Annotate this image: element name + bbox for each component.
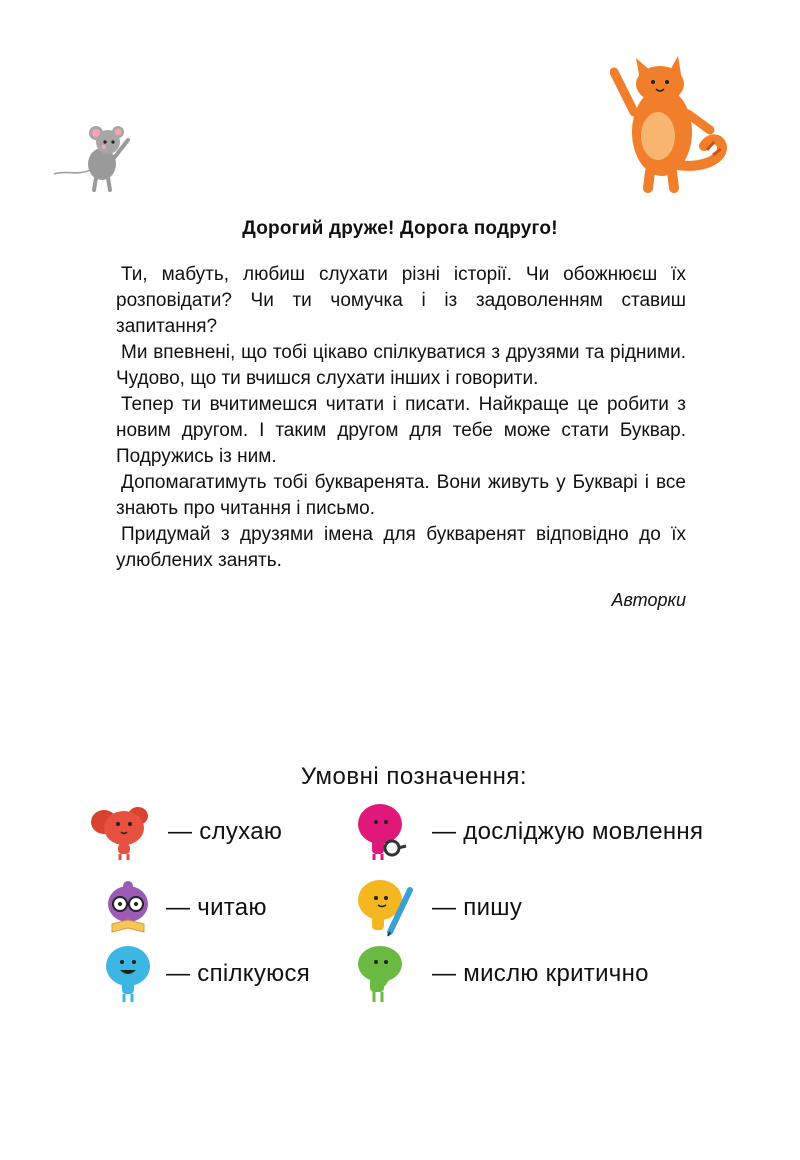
red-character-listen-icon [88,802,154,862]
paragraph: Ти, мабуть, любиш слухати різні історії. Чи обожнюєш їх розповідати? Чи ти чомучка і із задоволенням ставиш запитання? [116,264,686,337]
paragraph: Ми впевнені, що тобі цікаво спілкуватися з друзями та рідними. Чудово, що ти вчишся слухати інших і говорити. [116,342,686,389]
signature: Авторки [611,590,686,610]
legend-label: — мислю критично [432,960,649,987]
legend-title: Умовні позначення: [300,763,528,790]
blue-character-talk-icon [98,944,164,1004]
green-character-think-icon [352,944,418,1004]
magenta-character-magnifier-icon [352,802,418,862]
greeting-heading: Дорогий друже! Дорога подруго! [242,218,558,239]
legend-label: — досліджую мовлення [432,818,704,845]
paragraph: Придумай з друзями імена для букваренят відповідно до їх улюблених занять. [116,524,686,571]
legend-label: — спілкуюся [166,960,311,987]
mouse-illustration [50,118,142,194]
paragraph: Тепер ти вчитимешся читати і писати. Найкраще це робити з новим другом. І таким другом для тебе може стати Буквар. Подружись із ним. [116,394,686,467]
purple-character-glasses-book-icon [98,878,164,938]
letter-body [116,262,686,574]
legend-label: — пишу [432,894,523,921]
paragraph: Допомагатимуть тобі букваренята. Вони живуть у Букварі і все знають про читання і письмо. [116,472,686,519]
yellow-character-pen-icon [352,878,418,938]
legend-label: — слухаю [168,818,283,845]
legend-label: — читаю [166,894,267,921]
cat-illustration [610,52,732,194]
